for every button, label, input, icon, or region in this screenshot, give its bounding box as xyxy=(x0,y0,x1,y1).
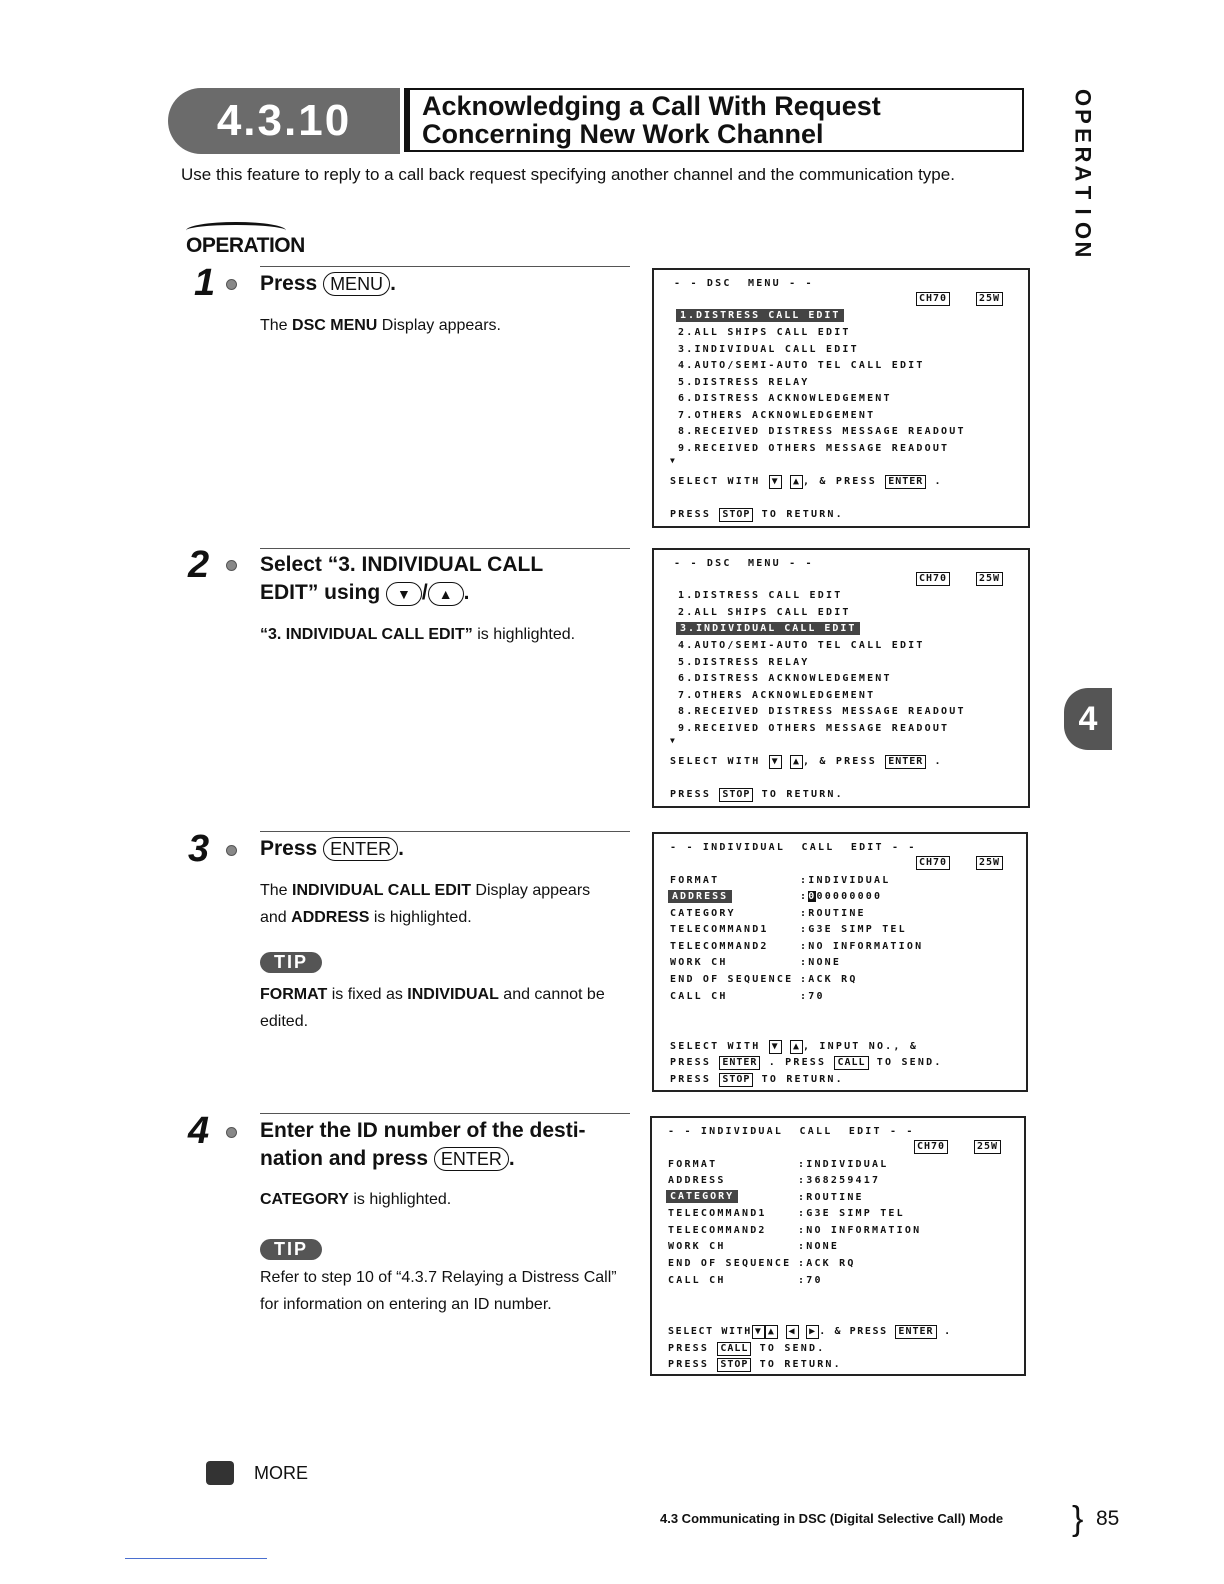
step-body-text: is highlighted. xyxy=(472,626,576,643)
field-value: :ROUTINE xyxy=(800,908,866,919)
more-label: MORE xyxy=(254,1463,308,1483)
menu-item: 6.DISTRESS ACKNOWLEDGEMENT xyxy=(678,393,892,404)
power-indicator: 25W xyxy=(976,572,1003,586)
menu-item: 4.AUTO/SEMI-AUTO TEL CALL EDIT xyxy=(678,640,925,651)
step-title-line: Enter the ID number of the desti- xyxy=(260,1119,586,1142)
field-value: :INDIVIDUAL xyxy=(798,1159,889,1170)
step-title-line: Select “3. INDIVIDUAL CALL xyxy=(260,553,544,576)
field-label: TELECOMMAND2 xyxy=(668,1225,767,1236)
step-number: 3 xyxy=(188,828,210,870)
page-number: 85 xyxy=(1096,1507,1120,1530)
field-label: TELECOMMAND1 xyxy=(668,1208,767,1219)
step-title xyxy=(260,1117,630,1173)
step-body xyxy=(260,621,630,648)
intro-text: Use this feature to reply to a call back request specifying another channel and the communication type. xyxy=(181,165,955,184)
step-bullet-icon xyxy=(226,1127,237,1138)
side-tab-letter: O xyxy=(1070,221,1096,240)
field-label: END OF SEQUENCE xyxy=(668,1258,792,1269)
field-label: CALL CH xyxy=(670,991,728,1002)
send-instruction: PRESS CALL TO SEND. xyxy=(668,1343,826,1354)
field-label-highlighted: CATEGORY xyxy=(666,1191,738,1202)
step-title-suffix: . xyxy=(390,272,396,295)
field-label: TELECOMMAND1 xyxy=(670,924,769,935)
side-tab-letter: P xyxy=(1070,109,1096,124)
side-tab-operation xyxy=(1068,88,1098,259)
right-key-icon: ▶ xyxy=(806,1325,819,1339)
field-value: :ACK RQ xyxy=(798,1258,856,1269)
select-instruction: SELECT WITH ▼ ▲ , INPUT NO., & xyxy=(670,1041,919,1052)
more-icon xyxy=(206,1461,234,1485)
enter-key-icon: ENTER xyxy=(434,1147,509,1171)
step-body-text: Display appears. xyxy=(377,317,501,334)
step-body-text: The xyxy=(260,317,293,334)
return-instruction: PRESS STOP TO RETURN. xyxy=(670,789,844,800)
step-title-line: EDIT” using ▼ / ▲ . xyxy=(260,581,470,604)
menu-item: 5.DISTRESS RELAY xyxy=(678,377,810,388)
step-number: 4 xyxy=(188,1110,210,1152)
menu-item: 1.DISTRESS CALL EDIT xyxy=(678,590,843,601)
up-arrow-key-icon: ▲ xyxy=(428,582,464,606)
menu-item: 7.OTHERS ACKNOWLEDGEMENT xyxy=(678,690,876,701)
step-title-text: Press xyxy=(260,272,318,295)
enter-key-icon: ENTER xyxy=(885,475,926,489)
text-cursor: 0 xyxy=(808,891,817,902)
send-instruction: PRESS ENTER . PRESS CALL TO SEND. xyxy=(670,1057,943,1068)
field-label: TELECOMMAND2 xyxy=(670,941,769,952)
field-value: :70 xyxy=(798,1275,823,1286)
side-tab-letter: O xyxy=(1070,88,1096,107)
step-divider xyxy=(260,548,630,549)
menu-item: 3.INDIVIDUAL CALL EDIT xyxy=(678,344,859,355)
step-divider xyxy=(260,831,630,832)
side-tab-letter: I xyxy=(1070,208,1096,215)
step-bullet-icon xyxy=(226,560,237,571)
select-instruction: SELECT WITH ▼ ▲ , & PRESS ENTER . xyxy=(670,476,943,487)
dsc-menu-screen xyxy=(652,268,1030,528)
down-key-icon: ▼ xyxy=(769,755,782,769)
screen-title: - - INDIVIDUAL CALL EDIT - - xyxy=(668,1126,915,1137)
step-title-suffix: . xyxy=(398,837,404,860)
field-value: :G3E SIMP TEL xyxy=(798,1208,905,1219)
step-divider xyxy=(260,1113,630,1114)
side-tab-letter: N xyxy=(1070,241,1096,258)
step-title-line: nation and press ENTER . xyxy=(260,1147,515,1170)
side-tab-letter: T xyxy=(1070,185,1096,200)
left-key-icon: ◀ xyxy=(786,1325,799,1339)
field-label: FORMAT xyxy=(668,1159,718,1170)
field-label: WORK CH xyxy=(668,1241,726,1252)
side-tab-letter: A xyxy=(1070,165,1096,182)
field-value: :NONE xyxy=(798,1241,840,1252)
field-label: CALL CH xyxy=(668,1275,726,1286)
field-label: FORMAT xyxy=(670,875,720,886)
tip-badge-icon: TIP xyxy=(260,1239,322,1260)
down-key-icon: ▼ xyxy=(769,475,782,489)
channel-indicator: CH70 xyxy=(916,292,950,306)
more-down-icon: ▼ xyxy=(670,736,678,745)
up-key-icon: ▲ xyxy=(790,755,803,769)
menu-item: 5.DISTRESS RELAY xyxy=(678,657,810,668)
menu-key-icon: MENU xyxy=(323,272,390,296)
step-bullet-icon xyxy=(226,279,237,290)
operation-label: OPERATION xyxy=(186,234,305,257)
step-body: CATEGORY is highlighted. xyxy=(260,1191,452,1208)
step-bullet-icon xyxy=(226,845,237,856)
return-instruction: PRESS STOP TO RETURN. xyxy=(670,509,844,520)
step-body-bold: “3. INDIVIDUAL CALL EDIT” xyxy=(260,626,473,643)
step-title xyxy=(260,835,630,863)
channel-indicator: CH70 xyxy=(914,1140,948,1154)
menu-item: 9.RECEIVED OTHERS MESSAGE READOUT xyxy=(678,723,950,734)
menu-item: 4.AUTO/SEMI-AUTO TEL CALL EDIT xyxy=(678,360,925,371)
footer-brace-icon: } xyxy=(1072,1500,1084,1538)
field-value: :ACK RQ xyxy=(800,974,858,985)
step-title xyxy=(260,551,630,607)
power-indicator: 25W xyxy=(976,856,1003,870)
step-body xyxy=(260,312,630,339)
menu-item: 9.RECEIVED OTHERS MESSAGE READOUT xyxy=(678,443,950,454)
tip-text: FORMAT is fixed as INDIVIDUAL and cannot be edited. xyxy=(260,986,605,1030)
select-instruction: SELECT WITH ▼ ▲ ◀ ▶ . & PRESS ENTER . xyxy=(668,1326,952,1337)
call-key-icon: CALL xyxy=(717,1342,751,1356)
screen-title: - - INDIVIDUAL CALL EDIT - - xyxy=(670,842,917,853)
step-number: 1 xyxy=(194,262,216,304)
section-title-box xyxy=(404,88,1024,152)
section-number-badge: 4.3.10 xyxy=(168,88,400,154)
step-divider xyxy=(260,266,630,267)
field-value: :ROUTINE xyxy=(798,1192,864,1203)
step-body-line: and ADDRESS is highlighted. xyxy=(260,909,472,926)
field-value: :G3E SIMP TEL xyxy=(800,924,907,935)
footer-underline xyxy=(125,1558,267,1559)
chapter-badge: 4 xyxy=(1064,688,1112,750)
enter-key-icon: ENTER xyxy=(719,1056,760,1070)
menu-item: 6.DISTRESS ACKNOWLEDGEMENT xyxy=(678,673,892,684)
menu-item-highlighted: 3.INDIVIDUAL CALL EDIT xyxy=(676,623,860,634)
menu-item-highlighted: 1.DISTRESS CALL EDIT xyxy=(676,310,844,321)
menu-item: 2.ALL SHIPS CALL EDIT xyxy=(678,327,851,338)
footer-section-title: 4.3 Communicating in DSC (Digital Selective Call) Mode xyxy=(660,1511,1004,1526)
field-value: :INDIVIDUAL xyxy=(800,875,891,886)
field-value: :NO INFORMATION xyxy=(798,1225,922,1236)
up-key-icon: ▲ xyxy=(765,1325,778,1339)
more-down-icon: ▼ xyxy=(670,456,678,465)
channel-indicator: CH70 xyxy=(916,572,950,586)
section-title-line2: Concerning New Work Channel xyxy=(422,119,824,149)
field-label-highlighted: ADDRESS xyxy=(668,891,732,902)
menu-item: 2.ALL SHIPS CALL EDIT xyxy=(678,607,851,618)
power-indicator: 25W xyxy=(976,292,1003,306)
field-value: :368259417 xyxy=(798,1175,881,1186)
stop-key-icon: STOP xyxy=(719,508,753,522)
enter-key-icon: ENTER xyxy=(885,755,926,769)
section-title-line1: Acknowledging a Call With Request xyxy=(422,91,881,121)
return-instruction: PRESS STOP TO RETURN. xyxy=(668,1359,842,1370)
screen-title: - - DSC MENU - - xyxy=(674,278,814,289)
field-value: :NO INFORMATION xyxy=(800,941,924,952)
menu-item: 8.RECEIVED DISTRESS MESSAGE READOUT xyxy=(678,706,966,717)
dsc-menu-screen xyxy=(652,548,1030,808)
menu-item: 8.RECEIVED DISTRESS MESSAGE READOUT xyxy=(678,426,966,437)
field-label: ADDRESS xyxy=(668,1175,726,1186)
field-label: WORK CH xyxy=(670,957,728,968)
menu-item: 7.OTHERS ACKNOWLEDGEMENT xyxy=(678,410,876,421)
up-key-icon: ▲ xyxy=(790,1040,803,1054)
stop-key-icon: STOP xyxy=(719,788,753,802)
select-instruction: SELECT WITH ▼ ▲ , & PRESS ENTER . xyxy=(670,756,943,767)
step-title xyxy=(260,270,630,298)
return-instruction: PRESS STOP TO RETURN. xyxy=(670,1074,844,1085)
step-number: 2 xyxy=(188,544,210,586)
field-value: :70 xyxy=(800,991,825,1002)
side-tab-letter: E xyxy=(1070,128,1096,143)
address-field-value: :000000000 xyxy=(800,891,883,902)
side-tab-letter: R xyxy=(1070,146,1096,163)
tip-badge-icon: TIP xyxy=(260,952,322,973)
channel-indicator: CH70 xyxy=(916,856,950,870)
enter-key-icon: ENTER xyxy=(323,837,398,861)
step-title-text: Press xyxy=(260,837,318,860)
tip-text: Refer to step 10 of “4.3.7 Relaying a Distress Call” for information on entering an ID number. xyxy=(260,1269,617,1313)
power-indicator: 25W xyxy=(974,1140,1001,1154)
individual-call-edit-screen xyxy=(650,1116,1026,1376)
down-key-icon: ▼ xyxy=(752,1325,765,1339)
step-body-line: The INDIVIDUAL CALL EDIT Display appears xyxy=(260,882,591,899)
up-key-icon: ▲ xyxy=(790,475,803,489)
enter-key-icon: ENTER xyxy=(895,1325,936,1339)
individual-call-edit-screen xyxy=(652,832,1028,1092)
stop-key-icon: STOP xyxy=(719,1073,753,1087)
field-label: CATEGORY xyxy=(670,908,736,919)
field-label: END OF SEQUENCE xyxy=(670,974,794,985)
down-key-icon: ▼ xyxy=(769,1040,782,1054)
stop-key-icon: STOP xyxy=(717,1358,751,1372)
field-value: :NONE xyxy=(800,957,842,968)
step-body xyxy=(260,877,630,931)
step-body-bold: DSC MENU xyxy=(292,317,378,334)
down-arrow-key-icon: ▼ xyxy=(386,582,422,606)
screen-title: - - DSC MENU - - xyxy=(674,558,814,569)
call-key-icon: CALL xyxy=(834,1056,868,1070)
